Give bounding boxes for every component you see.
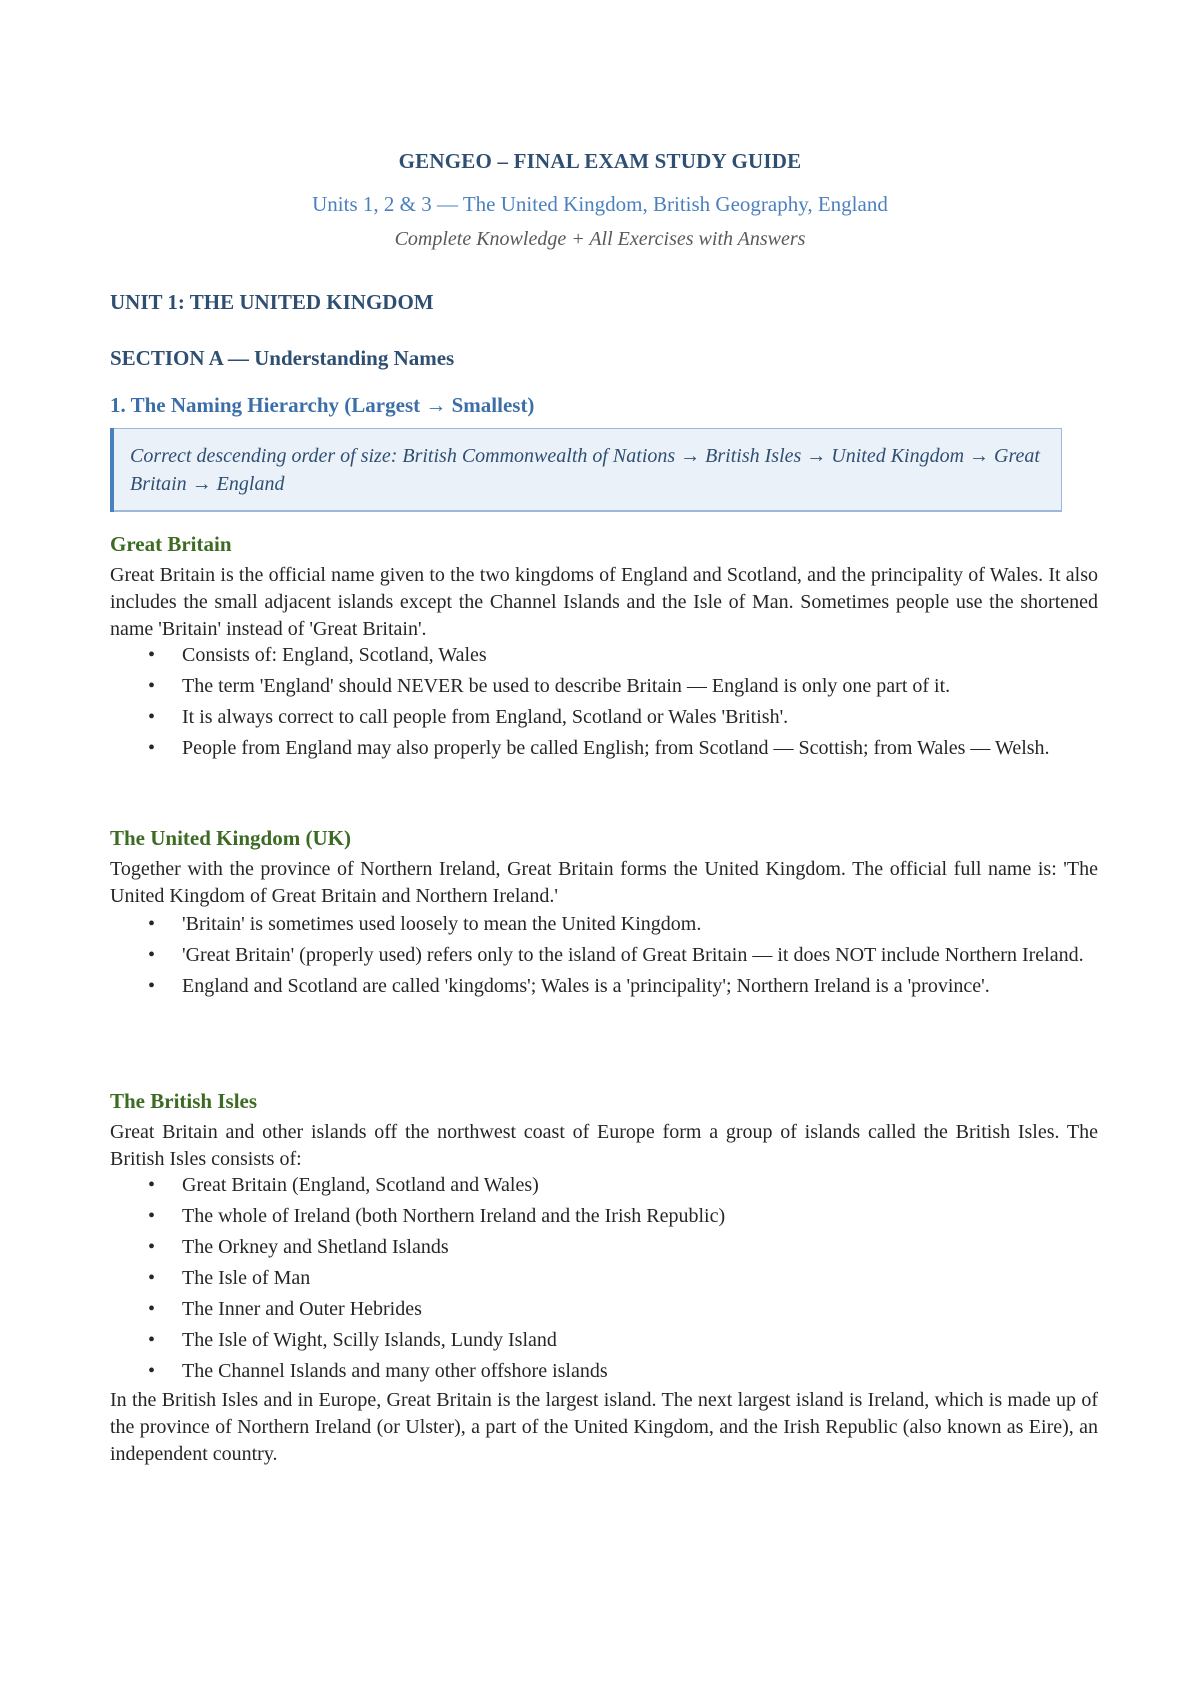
hierarchy-callout-text: Correct descending order of size: British Commonwealth of Nations → British Isles → United Kingdom → Great Britain → England [130, 445, 1040, 495]
great-britain-bullet-list [110, 642, 1098, 766]
list-item [110, 973, 1098, 1000]
list-item [110, 735, 1098, 762]
list-item [110, 911, 1098, 938]
list-item [110, 1358, 1098, 1385]
document-title: GENGEO – FINAL EXAM STUDY GUIDE [398, 149, 802, 173]
list-item-text: It is always correct to call people from England, Scotland or Wales 'British'. [182, 706, 789, 728]
list-item [110, 642, 1098, 669]
bullet-glyph: • [148, 1174, 156, 1196]
document-tagline: Complete Knowledge + All Exercises with Answers [394, 228, 806, 250]
bullet-glyph: • [148, 644, 156, 666]
united-kingdom-heading: The United Kingdom (UK) [110, 826, 351, 850]
list-item [110, 1172, 1098, 1199]
bullet-glyph: • [148, 1267, 156, 1289]
british-isles-bullet-list [110, 1172, 1098, 1389]
bullet-glyph: • [148, 1329, 156, 1351]
british-isles-paragraph: Great Britain and other islands off the northwest coast of Europe form a group of islands called the British Isles. The British Isles consists of: [110, 1121, 1098, 1170]
naming-hierarchy-heading: 1. The Naming Hierarchy (Largest → Smallest) [110, 393, 535, 417]
list-item-text: People from England may also properly be called English; from Scotland — Scottish; from Wales — Welsh. [182, 737, 1050, 759]
bullet-glyph: • [148, 1360, 156, 1382]
bullet-glyph: • [148, 1236, 156, 1258]
list-item-text: England and Scotland are called 'kingdoms'; Wales is a 'principality'; Northern Ireland is a 'province'. [182, 975, 990, 997]
british-isles-closing-paragraph: In the British Isles and in Europe, Great Britain is the largest island. The next largest island is Ireland, which is made up of the province of Northern Ireland (or Ulster), a part of the United Kingdom, and the Irish Republic (also known as Eire), an independent country. [110, 1389, 1098, 1465]
list-item-text: The whole of Ireland (both Northern Ireland and the Irish Republic) [182, 1205, 726, 1227]
list-item-text: Consists of: England, Scotland, Wales [182, 644, 487, 666]
list-item [110, 1234, 1098, 1261]
bullet-glyph: • [148, 675, 156, 697]
list-item [110, 1203, 1098, 1230]
list-item-text: 'Great Britain' (properly used) refers only to the island of Great Britain — it does NOT include Northern Ireland. [182, 944, 1084, 966]
document-subtitle: Units 1, 2 & 3 — The United Kingdom, British Geography, England [312, 192, 888, 216]
list-item-text: The Orkney and Shetland Islands [182, 1236, 449, 1258]
list-item-text: The term 'England' should NEVER be used to describe Britain — England is only one part of it. [182, 675, 951, 697]
unit-heading: UNIT 1: THE UNITED KINGDOM [110, 290, 434, 314]
list-item-text: The Channel Islands and many other offshore islands [182, 1360, 608, 1382]
list-item-text: 'Britain' is sometimes used loosely to mean the United Kingdom. [182, 913, 702, 935]
bullet-glyph: • [148, 913, 156, 935]
list-item [110, 673, 1098, 700]
bullet-glyph: • [148, 1205, 156, 1227]
united-kingdom-paragraph: Together with the province of Northern Ireland, Great Britain forms the United Kingdom. The official full name is: 'The United Kingdom of Great Britain and Northern Ireland.' [110, 858, 1098, 907]
list-item-text: The Inner and Outer Hebrides [182, 1298, 422, 1320]
hierarchy-callout-box [110, 428, 1062, 512]
great-britain-heading: Great Britain [110, 532, 232, 556]
section-heading: SECTION A — Understanding Names [110, 346, 455, 370]
list-item [110, 1327, 1098, 1354]
bullet-glyph: • [148, 944, 156, 966]
united-kingdom-bullet-list [110, 911, 1098, 1004]
bullet-glyph: • [148, 1298, 156, 1320]
list-item [110, 942, 1098, 969]
british-isles-heading: The British Isles [110, 1089, 258, 1113]
list-item [110, 1265, 1098, 1292]
list-item-text: The Isle of Wight, Scilly Islands, Lundy Island [182, 1329, 557, 1351]
great-britain-paragraph: Great Britain is the official name given to the two kingdoms of England and Scotland, and the principality of Wales. It also includes the small adjacent islands except the Channel Islands and the Isle of Man. Sometimes people use the shortened name 'Britain' instead of 'Great Britain'. [110, 564, 1098, 640]
bullet-glyph: • [148, 975, 156, 997]
list-item-text: The Isle of Man [182, 1267, 311, 1289]
list-item [110, 1296, 1098, 1323]
bullet-glyph: • [148, 706, 156, 728]
bullet-glyph: • [148, 737, 156, 759]
list-item [110, 704, 1098, 731]
list-item-text: Great Britain (England, Scotland and Wales) [182, 1174, 539, 1196]
